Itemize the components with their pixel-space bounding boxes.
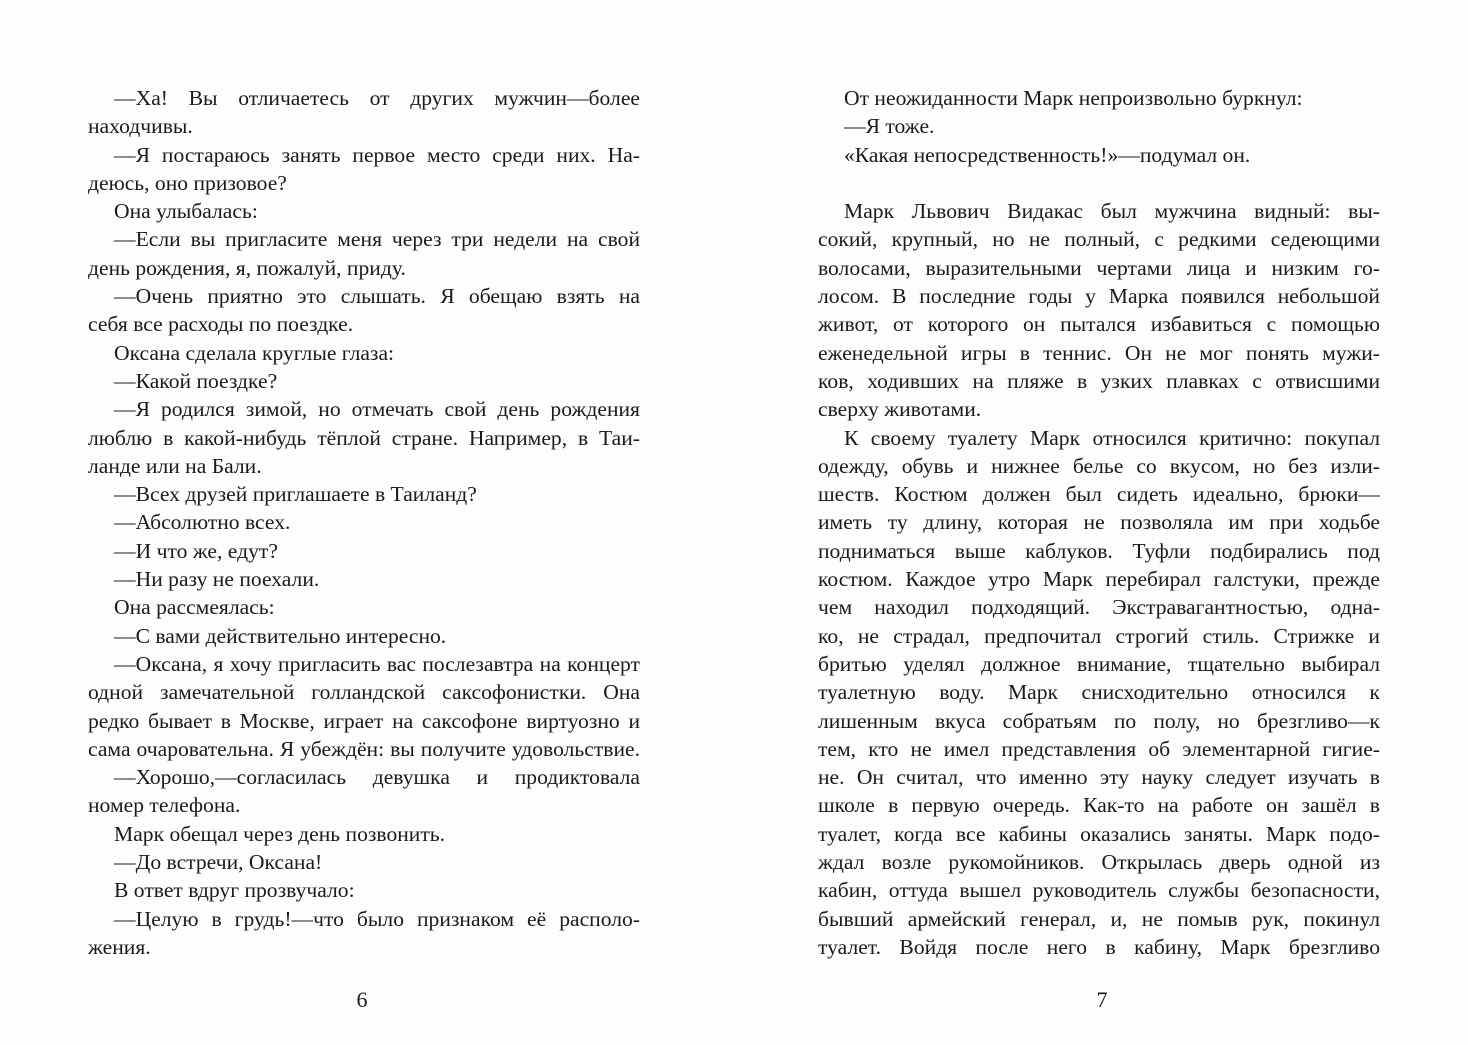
- text-line: одежду, обувь и нижнее белье со вкусом, но без изли-: [818, 453, 1380, 478]
- text-line: туалетную воду. Марк снисходительно относился к: [818, 680, 1380, 705]
- text-line: —Абсолютно всех.: [114, 510, 291, 535]
- text-line: —Ха! Вы отличаетесь от других мужчин—более: [114, 86, 640, 110]
- text-line: иметь ту длину, которая не позволяла им при ходьбе: [818, 510, 1380, 535]
- text-line: тем, кто не имел представления об элементарной гигие-: [818, 736, 1380, 761]
- text-line: день рождения, я, пожалуй, приду.: [88, 255, 406, 280]
- text-line: —Ни разу не поехали.: [114, 567, 320, 592]
- text-line: —Я родился зимой, но отмечать свой день рождения: [114, 397, 640, 422]
- text-line: туалет, когда все кабины оказались заняты. Марк подо-: [818, 821, 1380, 846]
- text-line: одной замечательной голландской саксофонистки. Она: [88, 680, 640, 705]
- text-line: —Оксана, я хочу пригласить вас послезавтра на концерт: [114, 651, 640, 676]
- text-line: К своему туалету Марк относился критично: покупал: [844, 425, 1380, 450]
- text-line: —Какой поездке?: [114, 368, 278, 393]
- text-line: лишенным вкуса собратьям по полу, но брезгливо—к: [818, 708, 1380, 733]
- text-line: Оксана сделала круглые глаза:: [114, 340, 395, 365]
- text-line: школе в первую очередь. Как-то на работе он зашёл в: [818, 793, 1380, 818]
- text-line: Марк обещал через день позвонить.: [114, 821, 446, 846]
- text-line: —До встречи, Оксана!: [114, 850, 323, 875]
- text-line: сама очаровательна. Я убеждён: вы получите удовольствие.: [88, 736, 640, 761]
- text-line: Она улыбалась:: [114, 199, 258, 224]
- text-line: чем находил подходящий. Экстравагантностью, одна-: [818, 595, 1380, 620]
- text-line: ланде или на Бали.: [88, 453, 262, 478]
- left-page-text: [88, 84, 640, 961]
- text-line: сокий, крупный, но не полный, с редкими седеющими: [818, 227, 1380, 252]
- text-line: —И что же, едут?: [114, 538, 278, 563]
- text-line: сверху животами.: [818, 397, 982, 422]
- text-line: себя все расходы по поездке.: [88, 312, 354, 337]
- text-line: —Я постараюсь занять первое место среди них. На-: [114, 142, 640, 167]
- text-line: —Хорошо,—согласилась девушка и продиктовала: [114, 765, 640, 790]
- text-line: находчивы.: [88, 114, 193, 139]
- text-line: шеств. Костюм должен был сидеть идеально, брюки—: [818, 482, 1380, 507]
- text-line: ждал возле рукомойников. Открылась дверь одной из: [818, 850, 1380, 875]
- text-line: Она рассмеялась:: [114, 595, 275, 620]
- text-line: ко, не страдал, предпочитал строгий стиль. Стрижке и: [818, 623, 1380, 648]
- text-line: редко бывает в Москве, играет на саксофоне виртуозно и: [88, 708, 640, 733]
- text-line: люблю в какой-нибудь тёплой стране. Например, в Таи-: [88, 425, 640, 450]
- text-line: —Всех друзей приглашаете в Таиланд?: [114, 482, 477, 507]
- text-line: бритью уделял должное внимание, тщательно выбирал: [818, 651, 1380, 676]
- text-line: лосом. В последние годы у Марка появился небольшой: [818, 284, 1380, 309]
- text-line: —Я тоже.: [844, 114, 935, 139]
- text-line: —С вами действительно интересно.: [114, 623, 447, 648]
- text-line: ков, ходивших на пляже в узких плавках с отвисшими: [818, 368, 1380, 393]
- text-line: деюсь, оно призовое?: [88, 170, 287, 195]
- paragraph-gap: [818, 169, 1380, 197]
- text-line: —Целую в грудь!—что было признаком её располо-: [114, 906, 640, 931]
- text-line: еженедельной игры в теннис. Он не мог понять мужи-: [818, 340, 1380, 365]
- text-line: туалет. Войдя после него в кабину, Марк брезгливо: [818, 934, 1380, 959]
- text-line: —Если вы пригласите меня через три недели на свой: [114, 227, 640, 252]
- text-line: не. Он считал, что именно эту науку следует изучать в: [818, 765, 1380, 790]
- text-line: В ответ вдруг прозвучало:: [114, 878, 355, 903]
- text-line: кабин, оттуда вышел руководитель службы безопасности,: [818, 878, 1380, 903]
- text-line: костюм. Каждое утро Марк перебирал галстуки, прежде: [818, 567, 1380, 592]
- text-line: номер телефона.: [88, 793, 241, 818]
- text-line: «Какая непосредственность!»—подумал он.: [844, 142, 1251, 167]
- text-line: живот, от которого он пытался избавиться с помощью: [818, 312, 1380, 337]
- text-line: Марк Львович Видакас был мужчина видный: вы-: [844, 199, 1380, 224]
- text-line: подниматься выше каблуков. Туфли подбирались под: [818, 538, 1380, 563]
- page-number-right: 7: [1096, 987, 1108, 1012]
- text-line: От неожиданности Марк непроизвольно буркнул:: [844, 86, 1303, 110]
- text-line: волосами, выразительными чертами лица и низким го-: [818, 255, 1380, 280]
- text-line: —Очень приятно это слышать. Я обещаю взять на: [114, 284, 640, 309]
- page-number-left: 6: [356, 987, 368, 1012]
- right-page-text: [818, 84, 1380, 961]
- text-line: жения.: [88, 934, 151, 959]
- text-line: бывший армейский генерал, и, не помыв рук, покинул: [818, 906, 1380, 931]
